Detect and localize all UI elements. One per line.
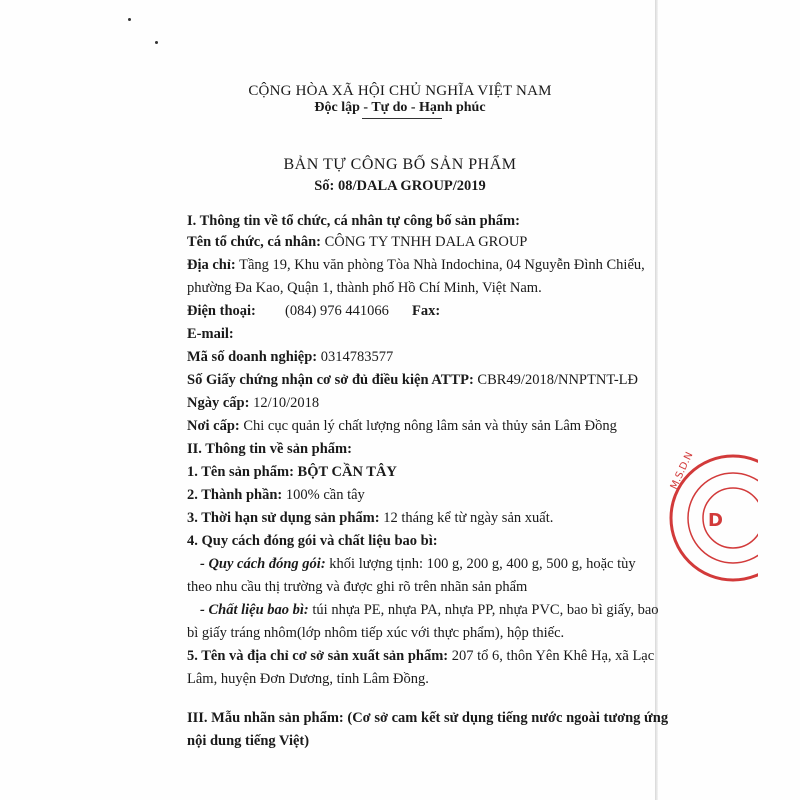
- item5-line2: Lâm, huyện Đơn Dương, tỉnh Lâm Đồng.: [187, 671, 429, 687]
- address-line2: phường Đa Kao, Quận 1, thành phố Hồ Chí Minh, Việt Nam.: [187, 280, 542, 296]
- phone-row: [187, 302, 256, 320]
- cert-value: CBR49/2018/NNPTNT-LĐ: [477, 372, 638, 388]
- item5-label: 5. Tên và địa chỉ cơ sở sản xuất sản phẩm:: [187, 648, 449, 664]
- tax-row: [187, 348, 393, 366]
- section3-heading-line2: nội dung tiếng Việt): [187, 733, 310, 749]
- country-header: CỘNG HÒA XÃ HỘI CHỦ NGHĨA VIỆT NAM: [248, 83, 552, 99]
- section1-heading: I. Thông tin về tổ chức, cá nhân tự công bố sản phẩm:: [187, 213, 520, 229]
- date-row: [187, 394, 319, 412]
- item2-row: [187, 486, 365, 504]
- org-value: CÔNG TY TNHH DALA GROUP: [324, 234, 528, 250]
- cert-row: [187, 371, 638, 389]
- address-row: [187, 256, 645, 274]
- material-line2: bì giấy tráng nhôm(lớp nhôm tiếp xúc với thực phẩm), hộp thiếc.: [187, 625, 565, 641]
- tax-value: 0314783577: [320, 349, 394, 365]
- motto-underline: [362, 118, 442, 119]
- stamp-letter: D: [708, 510, 723, 531]
- document-title: BẢN TỰ CÔNG BỐ SẢN PHẨM: [283, 156, 517, 173]
- date-value: 12/10/2018: [253, 395, 320, 411]
- phone-label: Điện thoại:: [187, 303, 256, 319]
- speck: [128, 18, 131, 21]
- issuer-row: [187, 417, 617, 435]
- pack-line2: theo nhu cầu thị trường và được ghi rõ trên nhãn sản phẩm: [187, 579, 528, 595]
- date-label: Ngày cấp:: [187, 395, 250, 411]
- item3-value: 12 tháng kể từ ngày sản xuất.: [383, 510, 554, 526]
- item2-label: 2. Thành phần:: [187, 487, 283, 503]
- item1-label: 1. Tên sản phẩm:: [187, 464, 294, 480]
- material-row: [200, 601, 659, 619]
- phone-value: (084) 976 441066: [285, 303, 389, 319]
- issuer-value: Chi cục quản lý chất lượng nông lâm sản và thủy sản Lâm Đồng: [243, 418, 617, 434]
- org-row: [187, 233, 527, 251]
- address-line1: Tầng 19, Khu văn phòng Tòa Nhà Indochina, 04 Nguyễn Đình Chiểu,: [239, 257, 645, 273]
- address-label: Địa chỉ:: [187, 257, 236, 273]
- document-number: Số: 08/DALA GROUP/2019: [314, 178, 486, 194]
- pack-label: - Quy cách đóng gói:: [200, 556, 326, 572]
- material-line1: túi nhựa PE, nhựa PA, nhựa PP, nhựa PVC, bao bì giấy, bao: [312, 602, 659, 618]
- item1-row: [187, 463, 397, 481]
- item3-label: 3. Thời hạn sử dụng sản phẩm:: [187, 510, 380, 526]
- cert-label: Số Giấy chứng nhận cơ sở đủ điều kiện ATTP:: [187, 372, 474, 388]
- company-stamp: [648, 448, 758, 588]
- item5-line1: 207 tổ 6, thôn Yên Khê Hạ, xã Lạc: [451, 648, 655, 664]
- item4-label: 4. Quy cách đóng gói và chất liệu bao bì:: [187, 533, 438, 549]
- material-label: - Chất liệu bao bì:: [200, 602, 309, 618]
- tax-label: Mã số doanh nghiệp:: [187, 349, 318, 365]
- pack-line1: khối lượng tịnh: 100 g, 200 g, 400 g, 500 g, hoặc tùy: [329, 556, 636, 572]
- pack-row: [200, 555, 636, 573]
- org-label: Tên tổ chức, cá nhân:: [187, 234, 321, 250]
- motto: Độc lập - Tự do - Hạnh phúc: [314, 100, 486, 115]
- item3-row: [187, 509, 553, 527]
- item2-value: 100% cần tây: [285, 487, 365, 503]
- speck: [155, 41, 158, 44]
- section3-heading-line1: III. Mẫu nhãn sản phẩm: (Cơ sở cam kết sử dụng tiếng nước ngoài tương ứng: [187, 710, 669, 726]
- stamp-graphic: [648, 448, 758, 588]
- section2-heading: II. Thông tin về sản phẩm:: [187, 441, 352, 457]
- email-label: E-mail:: [187, 326, 234, 342]
- page-edge: [655, 0, 658, 800]
- fax-label: Fax:: [412, 303, 441, 319]
- item5-row: [187, 647, 654, 665]
- item1-value: BỘT CẦN TÂY: [297, 464, 397, 480]
- stamp-text: M.S.D.N: [668, 450, 696, 492]
- issuer-label: Nơi cấp:: [187, 418, 240, 434]
